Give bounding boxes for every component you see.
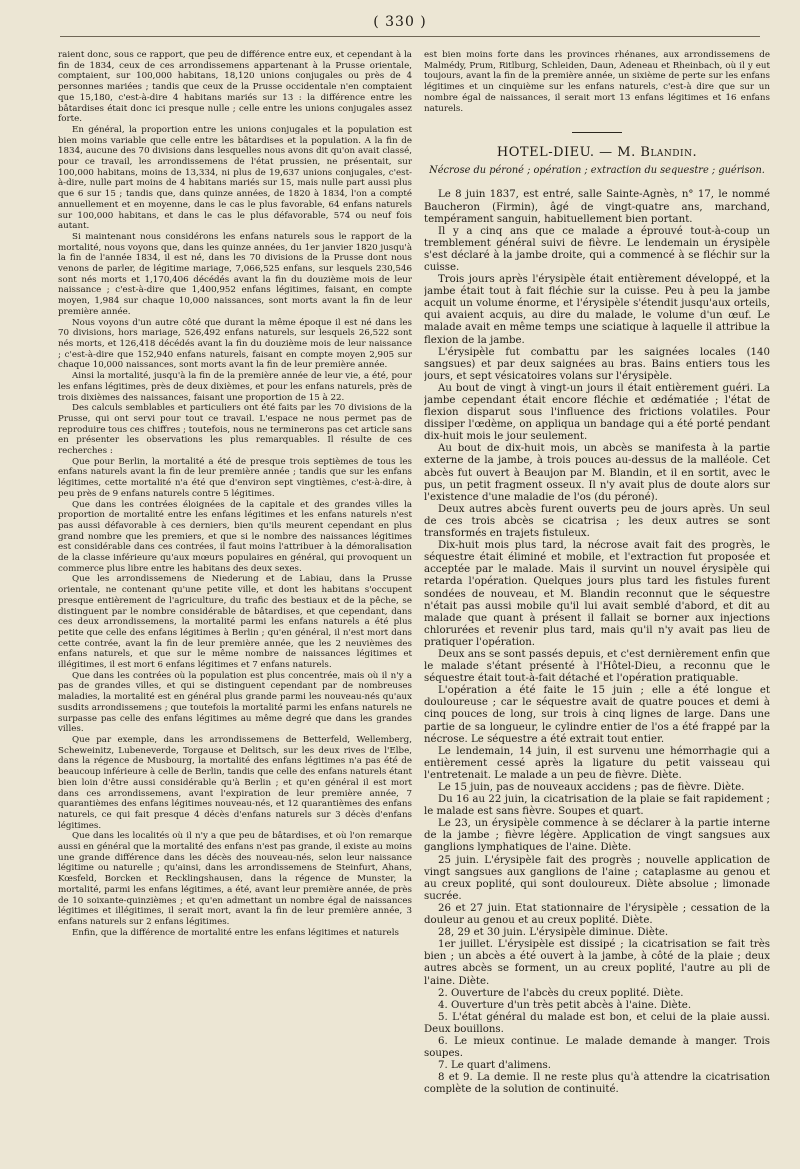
surgeon-name: Blandin.	[640, 145, 698, 161]
section-title	[424, 147, 770, 159]
case-paragraph: Le lendemain, 14 juin, il est survenu une hémorrhagie qui a entièrement cessé après la ligature du petit vaisseau qui l'entretenait. Le malade a un peu de fièvre. Diète.	[424, 745, 770, 781]
left-column	[58, 50, 412, 1150]
case-paragraph: L'opération a été faite le 15 juin ; elle a été longue et douloureuse ; car le séquestre avait de quatre pouces et demi à cinq pouces de long, sur trois à cinq lignes de large. Dans une partie de sa longueur, le cylindre entier de l'os a été frappé par la nécrose. Le séquestre a été extrait tout entier.	[424, 685, 770, 745]
case-paragraph: Dix-huit mois plus tard, la nécrose avait fait des progrès, le séquestre était éliminé et mobile, et l'extraction fut proposée et acceptée par le malade. Mais il survint un nouvel érysipèle qui retarda l'opération. Quelques jours plus tard les fistules furent sondées de nouveau, et M. Blandin reconnut que le séquestre n'était pas aussi mobile qu'il lui avait semblé d'abord, et dit au malade que quant à présent il fallait se borner aux injections chlorurées et revenir plus tard, mais qu'il n'y avait pas lieu de pratiquer l'opération.	[424, 540, 770, 648]
paragraph: Nous voyons d'un autre côté que durant la même époque il est né dans les 70 divisions, hors mariage, 526,492 enfans naturels, sur lesquels 26,522 sont nés morts, et 126,418 décédés avant la fin du douzième mois de leur naissance ; c'est-à-dire que 152,940 enfans naturels, faisant en compte moyen 2,905 sur chaque 10,000 naissances, sont morts avant la fin de leur première année.	[58, 317, 412, 371]
case-paragraph: 2. Ouverture de l'abcès du creux poplité. Diète.	[438, 987, 684, 999]
case-paragraph: 28, 29 et 30 juin. L'érysipèle diminue. Diète.	[438, 927, 669, 939]
case-paragraph: 25 juin. L'érysipèle fait des progrès ; nouvelle application de vingt sangsues aux ganglions de l'aine ; cataplasme au genou et au creux poplité, qui sont douloureux. Diète absolue ; limonade sucrée.	[424, 854, 770, 902]
case-paragraph: 1er juillet. L'érysipèle est dissipé ; la cicatrisation se fait très bien ; un abcès a été ouvert à la jambe, à côté de la plaie ; deux autres abcès se forment, un au creux poplité, l'autre au pli de l'aine. Diète.	[424, 939, 770, 987]
paragraph: Que pour Berlin, la mortalité a été de presque trois septièmes de tous les enfans naturels avant la fin de leur première année ; tandis que sur les enfans légitimes, cette mortalité n'a été que d'environ sept vingtièmes, c'est-à-dire, à peu près de 9 enfans naturels contre 5 légitimes.	[58, 456, 412, 499]
paragraph: Que les arrondissemens de Niederung et de Labiau, dans la Prusse orientale, ne contenant qu'une petite ville, et dont les habitans s'occupent presque entièrement de l'agriculture, du trafic des bestiaux et de la pêche, se distinguent par le nombre considérable de bâtardises, et que cependant, dans ces deux arrondissemens, la mortalité parmi les enfans naturels a été plus petite que celle des enfans légitimes à Berlin ; qu'en général, il n'est mort dans cette contrée, avant la fin de leur première année, que les 2 neuvièmes des enfans naturels, et que sur le même nombre de naissances légitimes et illégitimes, il est mort 6 enfans légitimes et 7 enfans naturels.	[58, 574, 412, 671]
case-paragraph: Du 16 au 22 juin, la cicatrisation de la plaie se fait rapidement ; le malade est sans fièvre. Soupes et quart.	[424, 794, 770, 818]
case-paragraph: 26 et 27 juin. Etat stationnaire de l'érysipèle ; cessation de la douleur au genou et au creux poplité. Diète.	[424, 902, 770, 927]
paragraph: Ainsi la mortalité, jusqu'à la fin de la première année de leur vie, a été, pour les enfans légitimes, près de deux dixièmes, et pour les enfans naturels, près de trois dixièmes des naissances, faisant une proportion de 15 à 22.	[58, 371, 412, 403]
case-paragraph: 8 et 9. La demie. Il ne reste plus qu'à attendre la cicatrisation complète de la solution de continuité.	[424, 1072, 770, 1096]
page-number: ( 330 )	[373, 14, 427, 30]
case-paragraph: 6. Le mieux continue. Le malade demande à manger. Trois soupes.	[424, 1035, 770, 1060]
case-paragraph: 4. Ouverture d'un très petit abcès à l'aine. Diète.	[438, 999, 692, 1011]
case-paragraph: Le 23, un érysipèle commence à se déclarer à la partie interne de la jambe ; fièvre légère. Application de vingt sangsues aux ganglions lymphatiques de l'aine. Diète.	[424, 818, 770, 854]
paragraph: est bien moins forte dans les provinces rhénanes, aux arrondissemens de Malmédy, Prum, Ritlburg, Schleiden, Daun, Adeneau et Rheinbach, où il y eut toujours, avant la fin de la première année, un sixième de perte sur les enfans légitimes et un cinquième sur les enfans naturels, c'est-à dire que sur un nombre égal de naissances, il serait mort 13 enfans légitimes et 16 enfans naturels.	[424, 50, 770, 114]
case-paragraph: 5. L'état général du malade est bon, et celui de la plaie aussi. Deux bouillons.	[424, 1011, 770, 1035]
case-paragraph: Le 15 juin, pas de nouveaux accidens ; pas de fièvre. Diète.	[438, 782, 745, 793]
case-paragraph: Il y a cinq ans que ce malade a éprouvé tout-à-coup un tremblement général suivi de fièvre. Le lendemain un érysipèle s'est déclaré à la jambe droite, qui a commencé à se fléchir sur la cuisse.	[424, 225, 770, 273]
section-separator	[572, 132, 622, 133]
case-paragraph: Deux autres abcès furent ouverts peu de jours après. Un seul de ces trois abcès se cicatrisa ; les deux autres se sont transformés en trajets fistuleux.	[424, 503, 770, 540]
paragraph: Que dans les localités où il n'y a que peu de bâtardises, et où l'on remarque aussi en général que la mortalité des enfans n'est pas grande, il existe au moins une grande différence dans les décès des nouveau-nés, selon leur naissance légitime ou naturelle ; qu'ainsi, dans les arrondissemens de Steinfurt, Ahans, Kœsfeld, Borcken et Recklingshausen, dans la régence de Munster, la mortalité, parmi les enfans légitimes, a été, avant leur première année, de près de 10 soixante-quinzièmes ; et qu'en admettant un nombre égal de naissances légitimes et illégitimes, il serait mort, avant la fin de leur première année, 3 enfans naturels sur 2 enfans légitimes.	[58, 831, 412, 927]
case-paragraph: Au bout de dix-huit mois, un abcès se manifesta à la partie externe de la jambe, à trois pouces au-dessus de la malléole. Cet abcès fut ouvert à Beaujon par M. Blandin, et il en sortit, avec le pus, un petit fragment osseux. Il n'y avait plus de doute alors sur l'existence d'une maladie de l'os (du péroné).	[424, 443, 770, 503]
case-subtitle: Nécrose du péroné ; opération ; extraction du sequestre ; guérison.	[429, 165, 765, 177]
paragraph: Que dans les contrées éloignées de la capitale et des grandes villes la proportion de mortalité entre les enfans légitimes et les enfans naturels n'est pas aussi défavorable à ces derniers, bien qu'ils meurent cependant en plus grand nombre que les premiers, et que si le nombre des naissances légitimes est considérable dans ces contrées, il faut moins l'attribuer à la démoralisation de la classe inférieure qu'aux mœurs populaires en général, qui provoquent un commerce plus libre entre les habitans des deux sexes.	[58, 499, 412, 574]
paragraph: En général, la proportion entre les unions conjugales et la population est bien moins variable que celle entre les bâtardises et la population. A la fin de 1834, aucune des 70 divisions dans lesquelles nous avons dit qu'on avait classé, pour ce travail, les arrondissemens de l'état prussien, ne présentait, sur 100,000 habitans, moins de 13,334, ni plus de 19,637 unions conjugales, c'est-à-dire, nulle part moins de 4 habitans mariés sur 15, mais nulle part aussi plus que 6 sur 15 ; tandis que, dans quinze années, de 1820 à 1834, l'on a compté annuellement et en moyenne, dans le cas le plus favorable, 64 enfans naturels sur 100,000 habitans, et dans le cas le plus défavorable, 574 ou neuf fois autant.	[58, 124, 412, 232]
paragraph: Enfin, que la différence de mortalité entre les enfans légitimes et naturels	[72, 927, 399, 938]
header-rule	[60, 36, 760, 37]
paragraph: Si maintenant nous considérons les enfans naturels sous le rapport de la mortalité, nous voyons que, dans les quinze années, du 1er janvier 1820 jusqu'à la fin de l'année 1834, il est né, dans les 70 divisions de la Prusse dont nous venons de parler, de légitime mariage, 7,066,525 enfans, sur lesquels 230,546 sont nés morts et 1,170,406 décédés avant la fin du douzième mois de leur naissance ; c'est-à-dire que 1,400,952 enfans légitimes, faisant, en compte moyen, 1,984 sur chaque 10,000 naissances, sont morts avant la fin de leur première année.	[58, 231, 412, 317]
right-column	[424, 50, 770, 1150]
paragraph: Des calculs semblables et particuliers ont été faits par les 70 divisions de la Prusse, qui ont servi pour tout ce travail. L'espace ne nous permet pas de reproduire tous ces chiffres ; toutefois, nous ne terminerons pas cet article sans en présenter les observations les plus remarquables. Il résulte de ces recherches :	[58, 403, 412, 457]
case-paragraph: 7. Le quart d'alimens.	[438, 1060, 551, 1072]
paragraph: raient donc, sous ce rapport, que peu de différence entre eux, et cependant à la fin de 1834, ceux de ces arrondissemens appartenant à la Prusse orientale, comptaient, sur 100,000 habitans, 18,120 unions conjugales ou près de 4 personnes mariées ; tandis que ceux de la Prusse occidentale n'en comptaient que 15,180, c'est-à-dire 4 habitans mariés sur 13 : la différence entre les bâtardises était donc ici presque nulle ; celle entre les unions conjugales assez forte.	[58, 50, 412, 125]
paragraph: Que par exemple, dans les arrondissemens de Betterfeld, Wellemberg, Scheweinitz, Lubeneverde, Torgause et Delitsch, sur les deux rives de l'Elbe, dans la régence de Musbourg, la mortalité des enfans légitimes n'a pas été de beaucoup inférieure à celle de Berlin, tandis que celle des enfans naturels étant bien loin d'être aussi considérable qu'à Berlin ; et qu'en général il est mort dans ces arrondissemens, avant l'expiration de leur première année, 7 quarantièmes des enfans légitimes nouveau-nés, et 12 quarantièmes des enfans naturels, ce qui fait presque 4 décès d'enfans naturels sur 3 décès d'enfans légitimes.	[58, 735, 412, 831]
case-paragraph: L'érysipèle fut combattu par les saignées locales (140 sangsues) et par deux saignées au bras. Bains entiers tous les jours, et sept vésicatoires volans sur l'érysipèle.	[424, 346, 770, 382]
paragraph: Que dans les contrées où la population est plus concentrée, mais où il n'y a pas de grandes villes, et qui se distinguent cependant par de nombreuses maladies, la mortalité est en général plus grande parmi les nouveau-nés qu'aux susdits arrondissemens ; que toutefois la mortalité parmi les enfans naturels ne surpasse pas celle des enfans légitimes au même degré que dans les grandes villes.	[58, 670, 412, 735]
case-paragraph: Au bout de vingt à vingt-un jours il était entièrement guéri. La jambe cependant était encore fléchie et œdématiée ; l'état de flexion disparut sous l'influence des frictions volatiles. Pour dissiper l'œdème, on appliqua un bandage qui a été porté pendant dix-huit mois le jour seulement.	[424, 382, 770, 443]
case-paragraph: Trois jours après l'érysipèle était entièrement développé, et la jambe était tout à fait fléchie sur la cuisse. Peu à peu la jambe acquit un volume énorme, et l'érysipèle s'étendit jusqu'aux orteils, qui avaient acquis, au dire du malade, le volume d'un œuf. Le malade avait en même temps une sciatique à laquelle il attribue la flexion de la jambe.	[424, 274, 770, 346]
case-paragraph: Deux ans se sont passés depuis, et c'est dernièrement enfin que le malade s'étant présenté à l'Hôtel-Dieu, a reconnu que le séquestre était tout-à-fait détaché et l'opération pratiquable.	[424, 648, 770, 685]
section-title-text: HOTEL-DIEU. — M.	[496, 145, 636, 161]
case-paragraph: Le 8 juin 1837, est entré, salle Sainte-Agnès, n° 17, le nommé Baucheron (Firmin), âgé de vingt-quatre ans, marchand, tempérament sanguin, habituellement bien portant.	[424, 189, 770, 225]
